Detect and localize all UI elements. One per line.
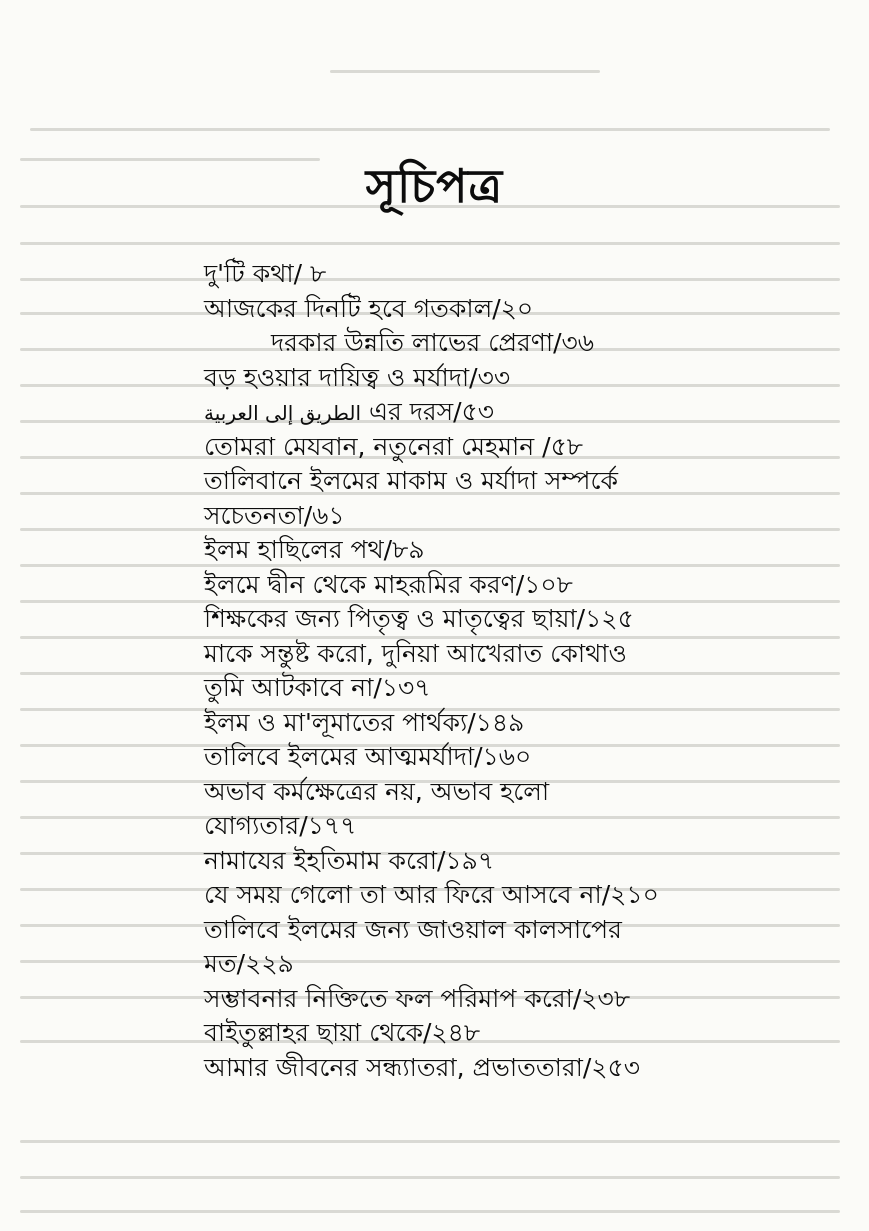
toc-entry: তোমরা মেযবান, নতুনেরা মেহমান /৫৮ bbox=[204, 431, 584, 461]
page-title: সূচিপত্র bbox=[365, 159, 504, 213]
toc-entry: ইলমে দ্বীন থেকে মাহরূমির করণ/১০৮ bbox=[204, 569, 573, 599]
toc-entry: তালিবে ইলমের আত্মমর্যাদা/১৬০ bbox=[204, 742, 532, 771]
toc-entry: যে সময় গেলো তা আর ফিরে আসবে না/২১০ bbox=[204, 880, 659, 909]
toc-entry: সম্ভাবনার নিক্তিতে ফল পরিমাপ করো/২৩৮ bbox=[204, 983, 631, 1013]
toc-entry: الطريق إلى العربية এর দরস/৫৩ bbox=[204, 397, 494, 426]
toc-entry: সচেতনতা/৬১ bbox=[204, 500, 345, 530]
toc-entry: তুমি আটকাবে না/১৩৭ bbox=[204, 673, 431, 702]
toc-entry: দু'টি কথা/ ৮ bbox=[204, 259, 327, 288]
toc-entry: দরকার উন্নতি লাভের প্রেরণা/৩৬ bbox=[271, 328, 595, 357]
toc-entry: নামাযের ইহতিমাম করো/১৯৭ bbox=[204, 845, 495, 875]
toc-entry: ইলম হাছিলের পথ/৮৯ bbox=[204, 535, 425, 564]
toc-entry: আজকের দিনটি হবে গতকাল/২০ bbox=[204, 293, 534, 323]
toc-entry: মত/২২৯ bbox=[204, 949, 294, 978]
toc-entry: অভাব কর্মক্ষেত্রের নয়, অভাব হলো bbox=[204, 776, 550, 806]
toc-entry: বাইতুল্লাহর ছায়া থেকে/২৪৮ bbox=[204, 1018, 481, 1047]
toc-entry: ইলম ও মা'লূমাতের পার্থক্য/১৪৯ bbox=[204, 707, 525, 737]
toc-entry: শিক্ষকের জন্য পিতৃত্ব ও মাতৃত্বের ছায়া/১২৫ bbox=[204, 604, 634, 633]
toc-entry: বড় হওয়ার দায়িত্ব ও মর্যাদা/৩৩ bbox=[204, 362, 511, 392]
toc-entry: তালিবানে ইলমের মাকাম ও মর্যাদা সম্পর্কে bbox=[204, 466, 619, 495]
toc-entry: যোগ্যতার/১৭৭ bbox=[204, 811, 357, 840]
table-of-contents bbox=[204, 257, 844, 1085]
arabic-book-title: الطريق إلى العربية bbox=[204, 401, 362, 425]
toc-entry: আমার জীবনের সন্ধ্যাতরা, প্রভাততারা/২৫৩ bbox=[204, 1052, 641, 1082]
toc-entry: তালিবে ইলমের জন্য জাওয়াল কালসাপের bbox=[204, 914, 622, 944]
toc-entry: মাকে সন্তুষ্ট করো, দুনিয়া আখেরাত কোথাও bbox=[204, 638, 627, 668]
